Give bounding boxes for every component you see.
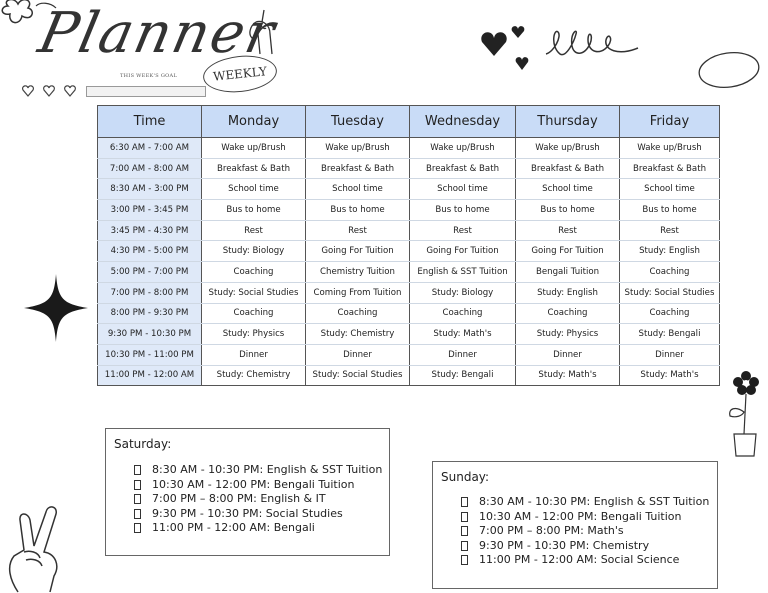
list-item <box>461 495 709 510</box>
time-cell: 4:30 PM - 5:00 PM <box>98 241 202 262</box>
activity-cell: School time <box>306 179 410 200</box>
time-cell: 7:00 AM - 8:00 AM <box>98 158 202 179</box>
planner-title: Planner <box>33 1 283 66</box>
activity-cell: Study: Physics <box>202 324 306 345</box>
time-cell: 10:30 PM - 11:00 PM <box>98 344 202 365</box>
list-item-text: 8:30 AM - 10:30 PM: English & SST Tuition <box>479 495 710 508</box>
list-item-text: 9:30 PM - 10:30 PM: Social Studies <box>152 506 343 520</box>
time-cell: 3:00 PM - 3:45 PM <box>98 200 202 221</box>
activity-cell: School time <box>620 179 720 200</box>
list-item-text: 8:30 AM - 10:30 PM: English & SST Tuition <box>152 463 383 476</box>
sunday-box <box>432 461 718 589</box>
potted-flower-icon <box>722 368 766 460</box>
activity-cell: Rest <box>410 220 516 241</box>
activity-cell: Rest <box>306 220 410 241</box>
table-row <box>98 158 720 179</box>
list-item <box>461 539 709 554</box>
table-row <box>98 220 720 241</box>
weekly-goal-label: THIS WEEK'S GOAL <box>120 73 178 79</box>
saturday-title: Saturday: <box>114 437 172 451</box>
sunday-list <box>461 495 709 568</box>
activity-cell: Breakfast & Bath <box>516 158 620 179</box>
activity-cell: Bus to home <box>306 200 410 221</box>
list-item <box>134 478 382 493</box>
list-item <box>461 524 709 539</box>
activity-cell: Rest <box>202 220 306 241</box>
sunday-title: Sunday: <box>441 470 490 484</box>
activity-cell: Study: Math's <box>620 365 720 386</box>
activity-cell: School time <box>410 179 516 200</box>
time-cell: 9:30 PM - 10:30 PM <box>98 324 202 345</box>
activity-cell: School time <box>516 179 620 200</box>
activity-cell: Coaching <box>410 303 516 324</box>
activity-cell: Bengali Tuition <box>516 262 620 283</box>
list-item-text: 10:30 AM - 12:00 PM: Bengali Tuition <box>479 509 682 523</box>
time-cell: 11:00 PM - 12:00 AM <box>98 365 202 386</box>
column-header: Wednesday <box>410 106 516 138</box>
checkbox-icon <box>134 494 141 504</box>
activity-cell: Going For Tuition <box>306 241 410 262</box>
table-row <box>98 241 720 262</box>
activity-cell: Wake up/Brush <box>410 138 516 159</box>
list-item-text: 7:00 PM – 8:00 PM: Math's <box>479 524 624 537</box>
activity-cell: Coaching <box>202 262 306 283</box>
table-row <box>98 200 720 221</box>
table-row <box>98 365 720 386</box>
activity-cell: Rest <box>516 220 620 241</box>
time-cell: 8:00 PM - 9:30 PM <box>98 303 202 324</box>
activity-cell: Breakfast & Bath <box>620 158 720 179</box>
time-cell: 7:00 PM - 8:00 PM <box>98 282 202 303</box>
activity-cell: Wake up/Brush <box>516 138 620 159</box>
activity-cell: Bus to home <box>620 200 720 221</box>
checkbox-icon <box>461 497 468 507</box>
list-item <box>461 553 709 568</box>
table-row <box>98 344 720 365</box>
saturday-box <box>105 428 390 556</box>
activity-cell: Wake up/Brush <box>306 138 410 159</box>
table-row <box>98 138 720 159</box>
checkbox-icon <box>134 465 141 475</box>
activity-cell: Study: Social Studies <box>620 282 720 303</box>
activity-cell: Going For Tuition <box>516 241 620 262</box>
sparkle-star-icon <box>22 272 90 344</box>
activity-cell: Bus to home <box>516 200 620 221</box>
activity-cell: Coaching <box>306 303 410 324</box>
activity-cell: Study: Bengali <box>620 324 720 345</box>
activity-cell: Coaching <box>620 303 720 324</box>
time-cell: 6:30 AM - 7:00 AM <box>98 138 202 159</box>
activity-cell: Study: Biology <box>202 241 306 262</box>
activity-cell: Going For Tuition <box>410 241 516 262</box>
activity-cell: English & SST Tuition <box>410 262 516 283</box>
activity-cell: Coming From Tuition <box>306 282 410 303</box>
activity-cell: Rest <box>620 220 720 241</box>
weekly-schedule-table <box>97 105 720 386</box>
activity-cell: Study: Chemistry <box>202 365 306 386</box>
checkbox-icon <box>134 523 141 533</box>
activity-cell: Bus to home <box>410 200 516 221</box>
list-item-text: 11:00 PM - 12:00 AM: Social Science <box>479 553 680 566</box>
time-cell: 5:00 PM - 7:00 PM <box>98 262 202 283</box>
activity-cell: Dinner <box>410 344 516 365</box>
activity-cell: School time <box>202 179 306 200</box>
saturday-list <box>134 463 382 536</box>
list-item <box>134 521 382 536</box>
activity-cell: Coaching <box>620 262 720 283</box>
column-header: Monday <box>202 106 306 138</box>
activity-cell: Coaching <box>202 303 306 324</box>
heart-icon <box>22 84 82 98</box>
activity-cell: Study: Biology <box>410 282 516 303</box>
activity-cell: Study: Physics <box>516 324 620 345</box>
list-item-text: 9:30 PM - 10:30 PM: Chemistry <box>479 538 650 552</box>
weekly-goal-field[interactable] <box>86 86 206 97</box>
table-row <box>98 262 720 283</box>
checkbox-icon <box>461 541 468 551</box>
activity-cell: Breakfast & Bath <box>306 158 410 179</box>
checkbox-icon <box>461 526 468 536</box>
activity-cell: Study: English <box>620 241 720 262</box>
activity-cell: Study: Chemistry <box>306 324 410 345</box>
activity-cell: Study: Bengali <box>410 365 516 386</box>
column-header: Time <box>98 106 202 138</box>
column-header: Thursday <box>516 106 620 138</box>
activity-cell: Wake up/Brush <box>202 138 306 159</box>
activity-cell: Dinner <box>306 344 410 365</box>
peace-hand-icon <box>0 500 80 593</box>
table-row <box>98 179 720 200</box>
activity-cell: Wake up/Brush <box>620 138 720 159</box>
checkbox-icon <box>134 509 141 519</box>
table-row <box>98 303 720 324</box>
hearts-doodle-icon <box>480 22 536 74</box>
activity-cell: Dinner <box>202 344 306 365</box>
checkbox-icon <box>461 512 468 522</box>
activity-cell: Study: Math's <box>516 365 620 386</box>
list-item-text: 7:00 PM – 8:00 PM: English & IT <box>152 492 326 505</box>
time-cell: 8:30 AM - 3:00 PM <box>98 179 202 200</box>
activity-cell: Dinner <box>620 344 720 365</box>
activity-cell: Chemistry Tuition <box>306 262 410 283</box>
table-row <box>98 282 720 303</box>
weekly-badge: WEEKLY <box>201 52 278 96</box>
list-item <box>461 510 709 525</box>
table-header-row <box>98 106 720 138</box>
activity-cell: Study: Social Studies <box>202 282 306 303</box>
activity-cell: Study: Social Studies <box>306 365 410 386</box>
activity-cell: Bus to home <box>202 200 306 221</box>
list-item <box>134 463 382 478</box>
activity-cell: Coaching <box>516 303 620 324</box>
list-item-text: 10:30 AM - 12:00 PM: Bengali Tuition <box>152 477 355 491</box>
checkbox-icon <box>134 480 141 490</box>
unicorn-doodle-icon <box>242 8 278 56</box>
activity-cell: Dinner <box>516 344 620 365</box>
list-item <box>134 492 382 507</box>
time-cell: 3:45 PM - 4:30 PM <box>98 220 202 241</box>
list-item <box>134 507 382 522</box>
column-header: Friday <box>620 106 720 138</box>
activity-cell: Breakfast & Bath <box>410 158 516 179</box>
oval-doodle-icon <box>696 48 762 92</box>
list-item-text: 11:00 PM - 12:00 AM: Bengali <box>152 521 315 534</box>
column-header: Tuesday <box>306 106 410 138</box>
activity-cell: Study: English <box>516 282 620 303</box>
activity-cell: Breakfast & Bath <box>202 158 306 179</box>
activity-cell: Study: Math's <box>410 324 516 345</box>
table-row <box>98 324 720 345</box>
checkbox-icon <box>461 555 468 565</box>
loops-doodle-icon <box>544 26 640 62</box>
